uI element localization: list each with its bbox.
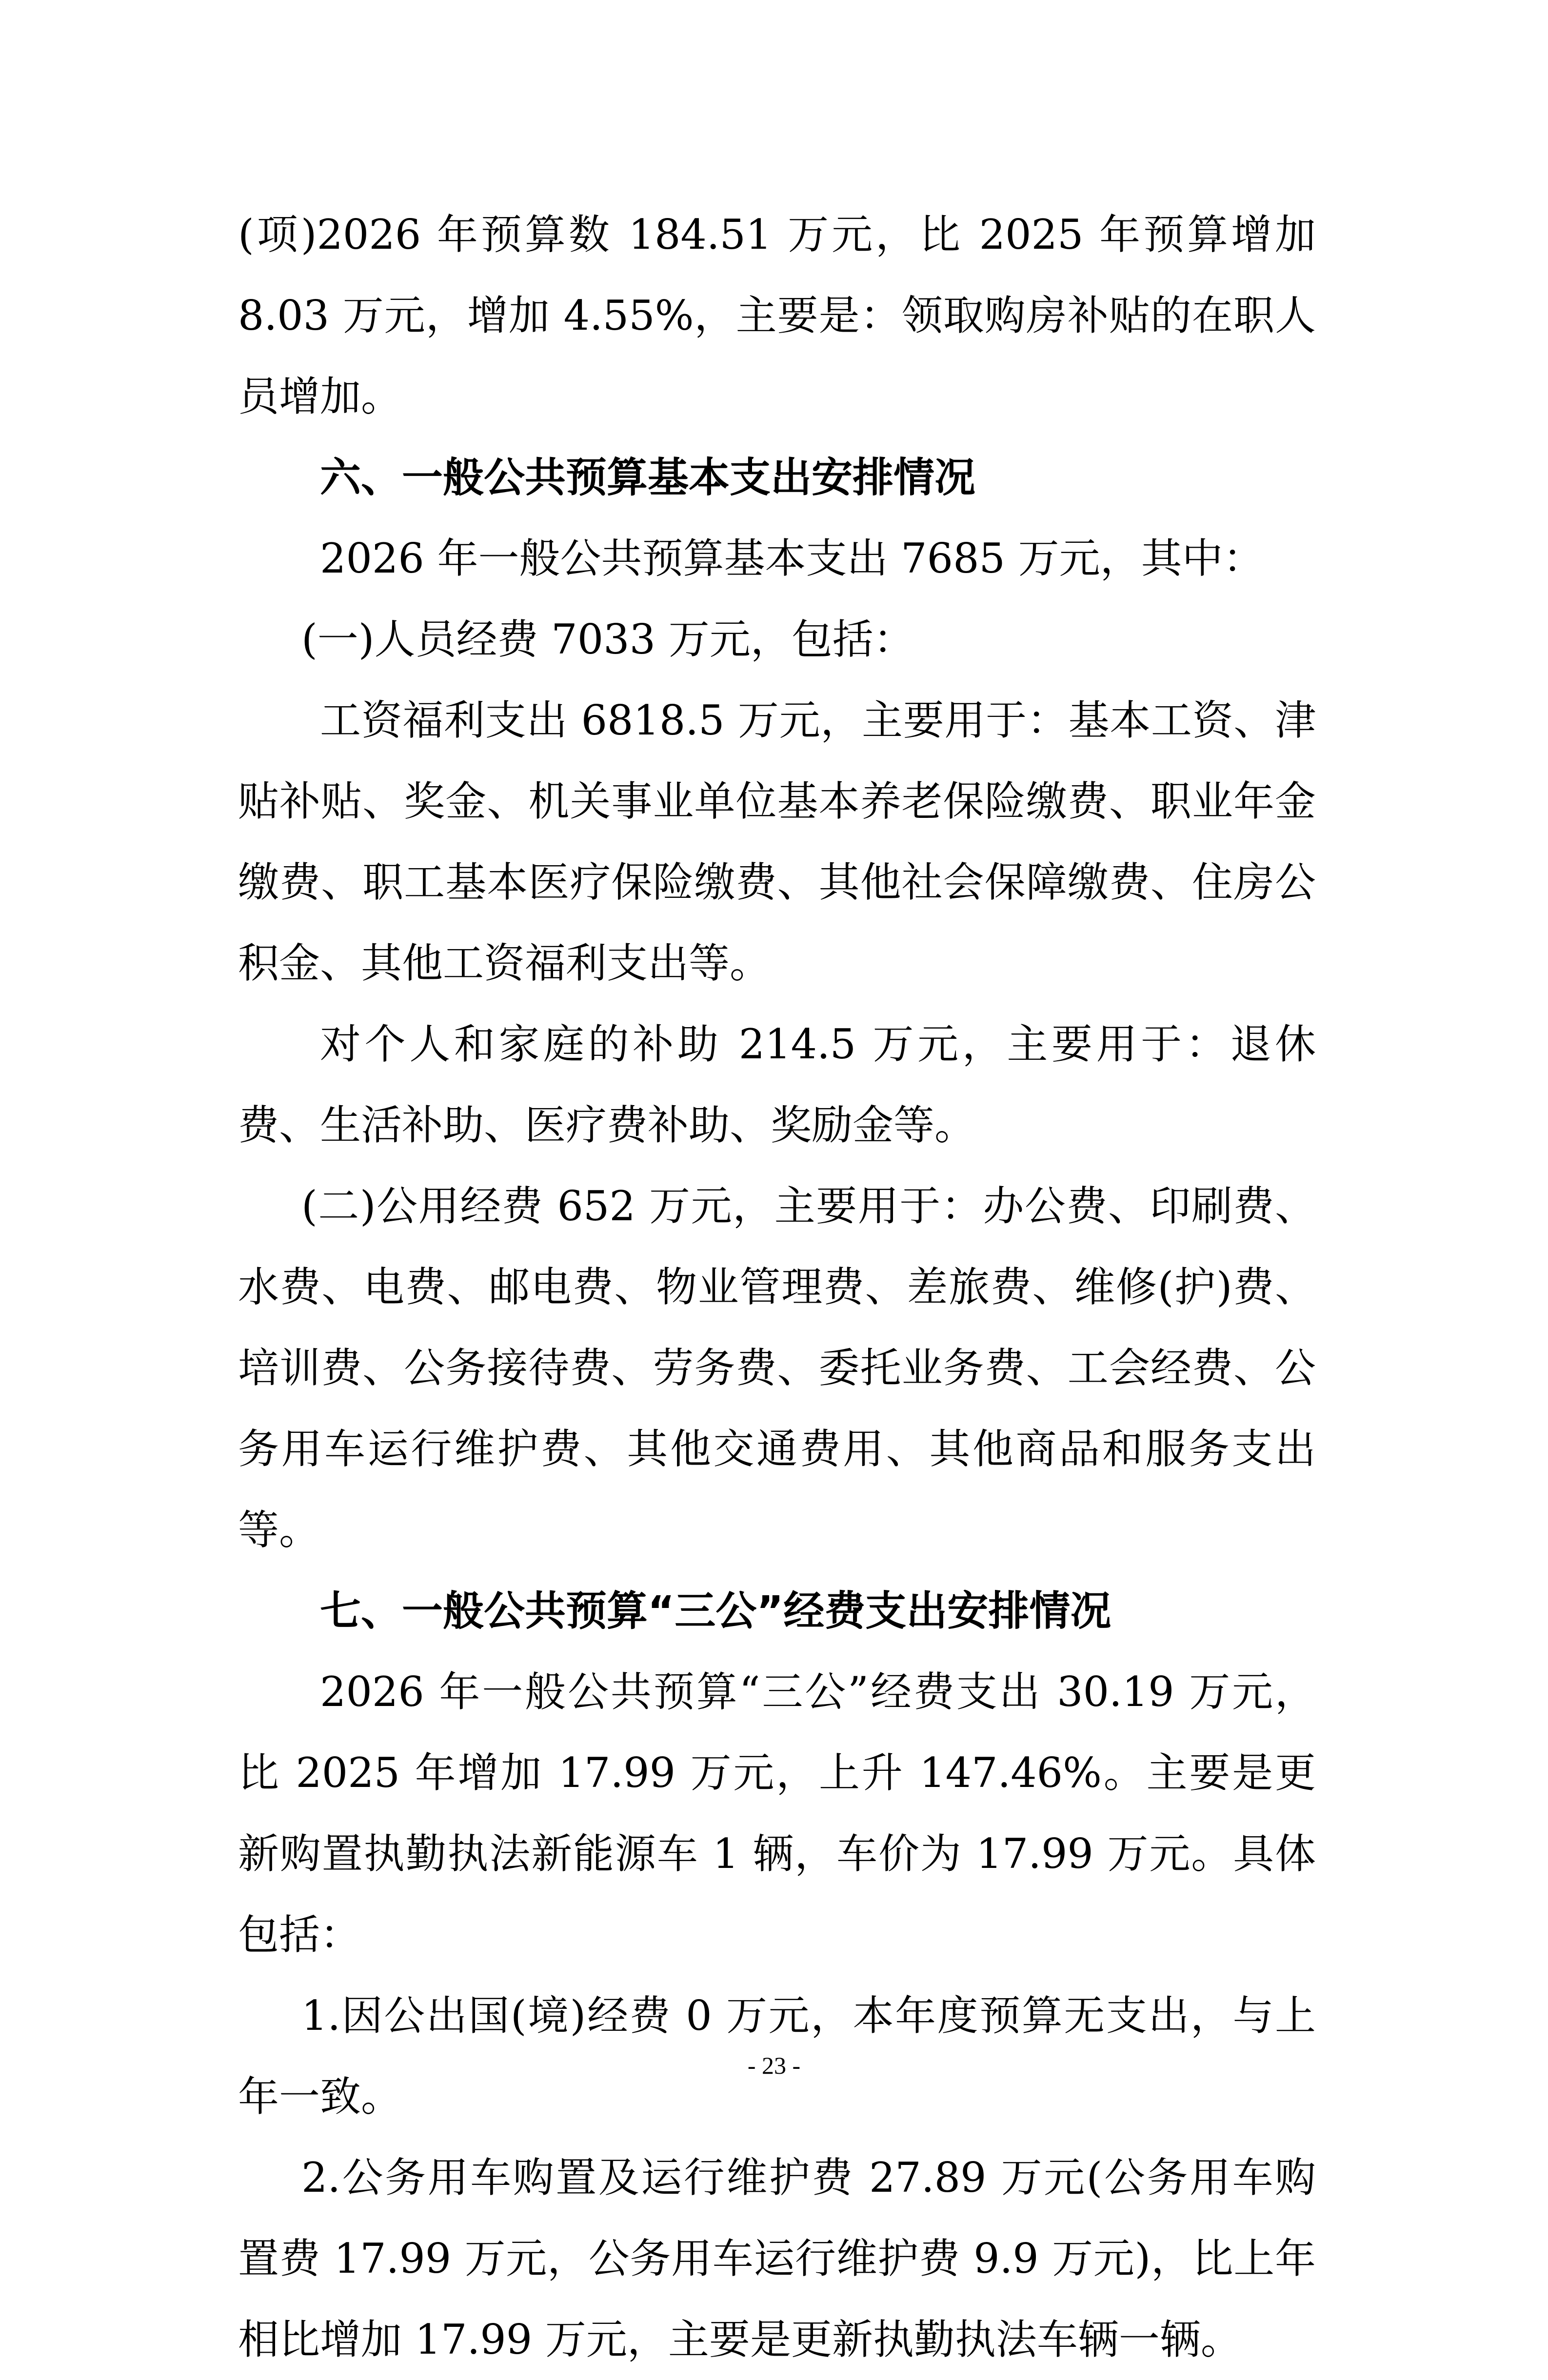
page-number: - 23 -: [747, 2052, 801, 2079]
paragraph-official-vehicles: 2.公务用车购置及运行维护费 27.89 万元(公务用车购置费 17.99 万元，公务用车运行维护费 9.9 万元)，比上年相比增加 17.99 万元，主要是更新执勤执法车辆一辆。: [238, 2154, 1316, 2363]
paragraph-household-subsidy: 对个人和家庭的补助 214.5 万元，主要用于：退休费、生活补助、医疗费补助、奖励金等。: [238, 1020, 1316, 1149]
paragraph-personnel-funds: (一)人员经费 7033 万元，包括：: [301, 615, 914, 663]
section-heading-three-public: 七、一般公共预算“三公”经费支出安排情况: [320, 1587, 1111, 1635]
paragraph-salary-welfare: 工资福利支出 6818.5 万元，主要用于：基本工资、津贴补贴、奖金、机关事业单位基本养老保险缴费、职业年金缴费、职工基本医疗保险缴费、其他社会保障缴费、住房公积金、其他工资福利支出等。: [238, 696, 1316, 987]
paragraph-continuation: (项)2026 年预算数 184.51 万元，比 2025 年预算增加 8.03 万元，增加 4.55%，主要是：领取购房补贴的在职人员增加。: [238, 211, 1316, 420]
paragraph-overseas-travel: 1.因公出国(境)经费 0 万元，本年度预算无支出，与上年一致。: [238, 1992, 1316, 2121]
paragraph-public-funds: (二)公用经费 652 万元，主要用于：办公费、印刷费、水费、电费、邮电费、物业管理费、差旅费、维修(护)费、培训费、公务接待费、劳务费、委托业务费、工会经费、公务用车运行维护费、其他交通费用、其他商品和服务支出等。: [238, 1182, 1316, 1554]
section-heading-basic-expenditure: 六、一般公共预算基本支出安排情况: [320, 454, 976, 501]
paragraph-basic-expenditure-total: 2026 年一般公共预算基本支出 7685 万元，其中：: [320, 535, 1264, 582]
paragraph-three-public-total: 2026 年一般公共预算“三公”经费支出 30.19 万元，比 2025 年增加 17.99 万元，上升 147.46%。主要是更新购置执勤执法新能源车 1 辆，车价为 17.99 万元。具体包括：: [238, 1668, 1316, 1959]
